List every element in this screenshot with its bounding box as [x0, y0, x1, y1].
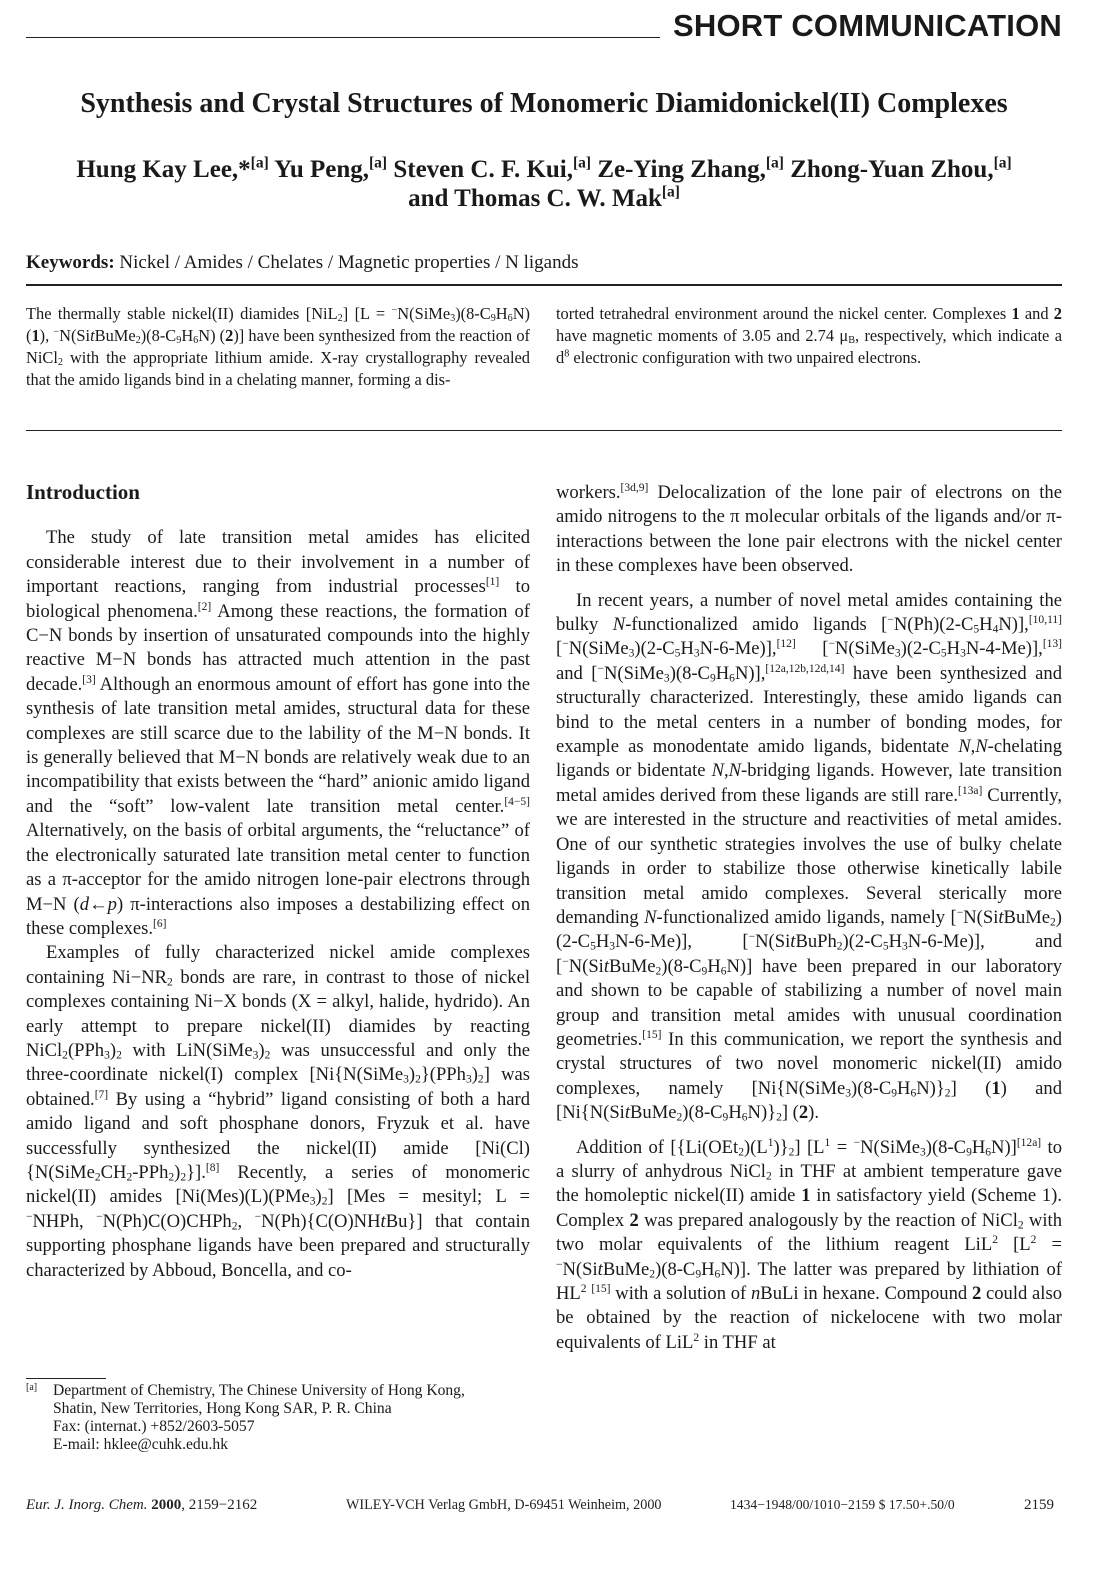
body-column-left — [26, 480, 530, 1283]
footnote-line: Shatin, New Territories, Hong Kong SAR, P. R. China — [53, 1400, 392, 1417]
body-paragraph: workers.[3d,9] Delocalization of the lone pair of electrons on the amido nitrogens to the π molecular orbitals of the ligands and/or π-interactions between the lone pair electrons with the nickel center in these complexes have been observed. — [556, 481, 1062, 577]
abstract-left: The thermally stable nickel(II) diamides [NiL$_2$] [$L = ^-N(SiMe_3)(8-C_9H_6N)$ (1), $^-N(SitBuMe_2)(8-C_9H_6N)$ (2)] have been synthesized from the reaction of NiCl$_2$ with the appropriate lithium amide. X-ray crystallography revealed that the amido ligands bind in a chelating manner, forming a dis- — [26, 304, 530, 389]
author: Zhong-Yuan Zhou,[a] — [790, 154, 1012, 183]
page-number: 2159 — [1024, 1497, 1054, 1513]
body-column-right — [556, 481, 1062, 1355]
footer-code: 1434−1948/00/1010−2159 $ 17.50+.50/0 — [730, 1497, 955, 1512]
author-list — [26, 155, 1062, 213]
footer-publisher: WILEY-VCH Verlag GmbH, D-69451 Weinheim, 2000 — [346, 1497, 662, 1513]
author: Yu Peng,[a] — [274, 154, 388, 183]
abstract-top-rule — [26, 284, 1062, 286]
header-rule — [26, 37, 660, 38]
body-paragraph: The study of late transition metal amides has elicited considerable interest due to their involvement in a number of important reactions, ranging from industrial processes[1] to biological phenomena.[2] Among these reactions, the formation of C−N bonds by insertion of unsaturated compounds into the highly reactive M−N bonds has attracted much attention in the past decade.[3] Although an enormous amount of effort has gone into the synthesis of late transition metal amides, structural data for these complexes are still scarce due to the lability of the M−N bonds. It is generally believed that M−N bonds are relatively weak due to an incompatibility that exists between the “hard” anionic amido ligand and the “soft” low-valent late transition metal center.[4−5] Alternatively, on the basis of orbital arguments, the “reluctance” of the electronically saturated late transition metal center to function as a π-acceptor for the amido nitrogen lone-pair electrons through M−N (d←p) π-interactions also imposes a destabilizing effect on these complexes.[6] — [26, 527, 531, 939]
author: Hung Kay Lee,*[a] — [76, 154, 269, 183]
footnote-mark: [a] — [26, 1382, 38, 1393]
keywords-text: Nickel / Amides / Chelates / Magnetic properties / N ligands — [119, 252, 579, 273]
footnote-line: Fax: (internat.) +852/2603-5057 — [53, 1418, 255, 1435]
affiliation-footnote — [26, 1382, 530, 1454]
section-label: SHORT COMMUNICATION — [673, 8, 1062, 43]
footnote-rule — [26, 1378, 106, 1379]
footnote-line: Department of Chemistry, The Chinese University of Hong Kong, — [53, 1382, 465, 1399]
author: and Thomas C. W. Mak[a] — [408, 183, 680, 212]
footnote-body — [53, 1382, 530, 1454]
abstract-bottom-rule — [26, 430, 1062, 431]
body-paragraph: Examples of fully characterized nickel amide complexes containing $Ni-NR_2$ bonds are rare, in contrast to those of nickel complexes containing Ni−X bonds (X = alkyl, halide, hydrido). An early attempt to prepare nickel(II) diamides by reacting $NiCl_2(PPh_3)_2$ with $LiN(SiMe_3)_2$ was unsuccessful and only the three-coordinate nickel(I) complex $[Ni\{N(SiMe_3)_2\}(PPh_3)_2]$ was obtained.[7] By using a “hybrid” ligand consisting of both a hard amido ligand and soft phosphane donors, Fryzuk et al. have successfully synthesized the nickel(II) amide $[Ni(Cl)\{N(SiMe_2CH_2-PPh_2)_2\}].[8]$ Recently, a series of monomeric nickel(II) amides $[Ni(Mes)(L)(PMe_3)_2] [Mes$ = mesityl; L = −NHPh, −N(Ph)C(O)CHPh$_2$, −N(Ph){C(O)NHtBu}] that contain supporting phosphane ligands have been prepared and structurally characterized by Abboud, Boncella, and co- — [26, 942, 531, 1281]
author: Ze-Ying Zhang,[a] — [597, 154, 784, 183]
footnote-email: E-mail: hklee@cuhk.edu.hk — [53, 1436, 229, 1453]
abstract-right: torted tetrahedral environment around the nickel center. Complexes 1 and 2 have magnetic moments of 3.05 and 2.74 $\mu_B$, respectively, which indicate a $d^8$ electronic configuration with two unpaired electrons. — [556, 304, 1062, 367]
footer-citation: Eur. J. Inorg. Chem. 2000, 2159−2162 — [26, 1497, 258, 1513]
body-paragraph: Addition of $[\{Li(OEt_2)(L^1)\}_2] [L^1$ = $^-N(SiMe_3)(8-C_9H_6N)][12a]$ to a slurry of anhydrous NiCl$_2$ in THF at ambient temperature gave the homoleptic nickel(II) amide 1 in satisfactory yield (Scheme 1). Complex 2 was prepared analogously by the reaction of NiCl$_2$ with two molar equivalents of the lithium reagent LiL$^2$ [$L^2$ = $^-N(SitBuMe_2)(8-C_9H_6N)$]. The latter was prepared by lithiation of $HL^2$ [15] with a solution of nBuLi in hexane. Compound 2 could also be obtained by the reaction of nickelocene with two molar equivalents of LiL$^2$ in THF at — [556, 1136, 1063, 1353]
section-heading: Introduction — [26, 480, 140, 504]
body-paragraph: In recent years, a number of novel metal amides containing the bulky N-functionalized amido ligands $[^-N(Ph)(2-C_5H_4N)],[10,11]$ $[^-N(SiMe_3)(2-C_5H_3N-6-Me)],[12]$ $[^-N(SiMe_3)(2-C_5H_3N-4-Me)],[13]$ and $[^-N(SiMe_3)(8-C_9H_6N)],[12a,12b,12d,14]$ have been synthesized and structurally characterized. Interestingly, these amido ligands can bind to the metal centers in a number of bonding modes, for example as monodentate amido ligands, bidentate N,N-chelating ligands or bidentate N,N-bridging ligands. However, late transition metal amides derived from these ligands are still rare.[13a] Currently, we are interested in the structure and reactivities of metal amides. One of our synthetic strategies involves the use of bulky chelate ligands in order to stabilize those otherwise kinetically labile transition metal amido complexes. Several sterically more demanding N-functionalized amido ligands, namely $[^-N(SitBuMe_2)(2-C_5H_3N-6-Me)]$, $[^-N(SitBuPh_2)(2-C_5H_3N-6-Me)]$, and $[^-N(SitBuMe_2)(8-C_9H_6N)]$ have been prepared in our laboratory and shown to be capable of stabilizing a number of novel main group and transition metal amides with unusual coordination geometries.[15] In this communication, we report the synthesis and crystal structures of two novel monomeric nickel(II) amido complexes, namely $[Ni\{N(SiMe_3)(8-C_9H_6N)\}_2]$ (1) and $[Ni\{N(SitBuMe_2)(8-C_9H_6N)\}_2]$ (2). — [556, 589, 1063, 1124]
keywords — [26, 252, 578, 274]
author: Steven C. F. Kui,[a] — [393, 154, 592, 183]
article-title: Synthesis and Crystal Structures of Monomeric Diamidonickel(II) Complexes — [80, 88, 1008, 119]
keywords-label: Keywords: — [26, 252, 115, 273]
